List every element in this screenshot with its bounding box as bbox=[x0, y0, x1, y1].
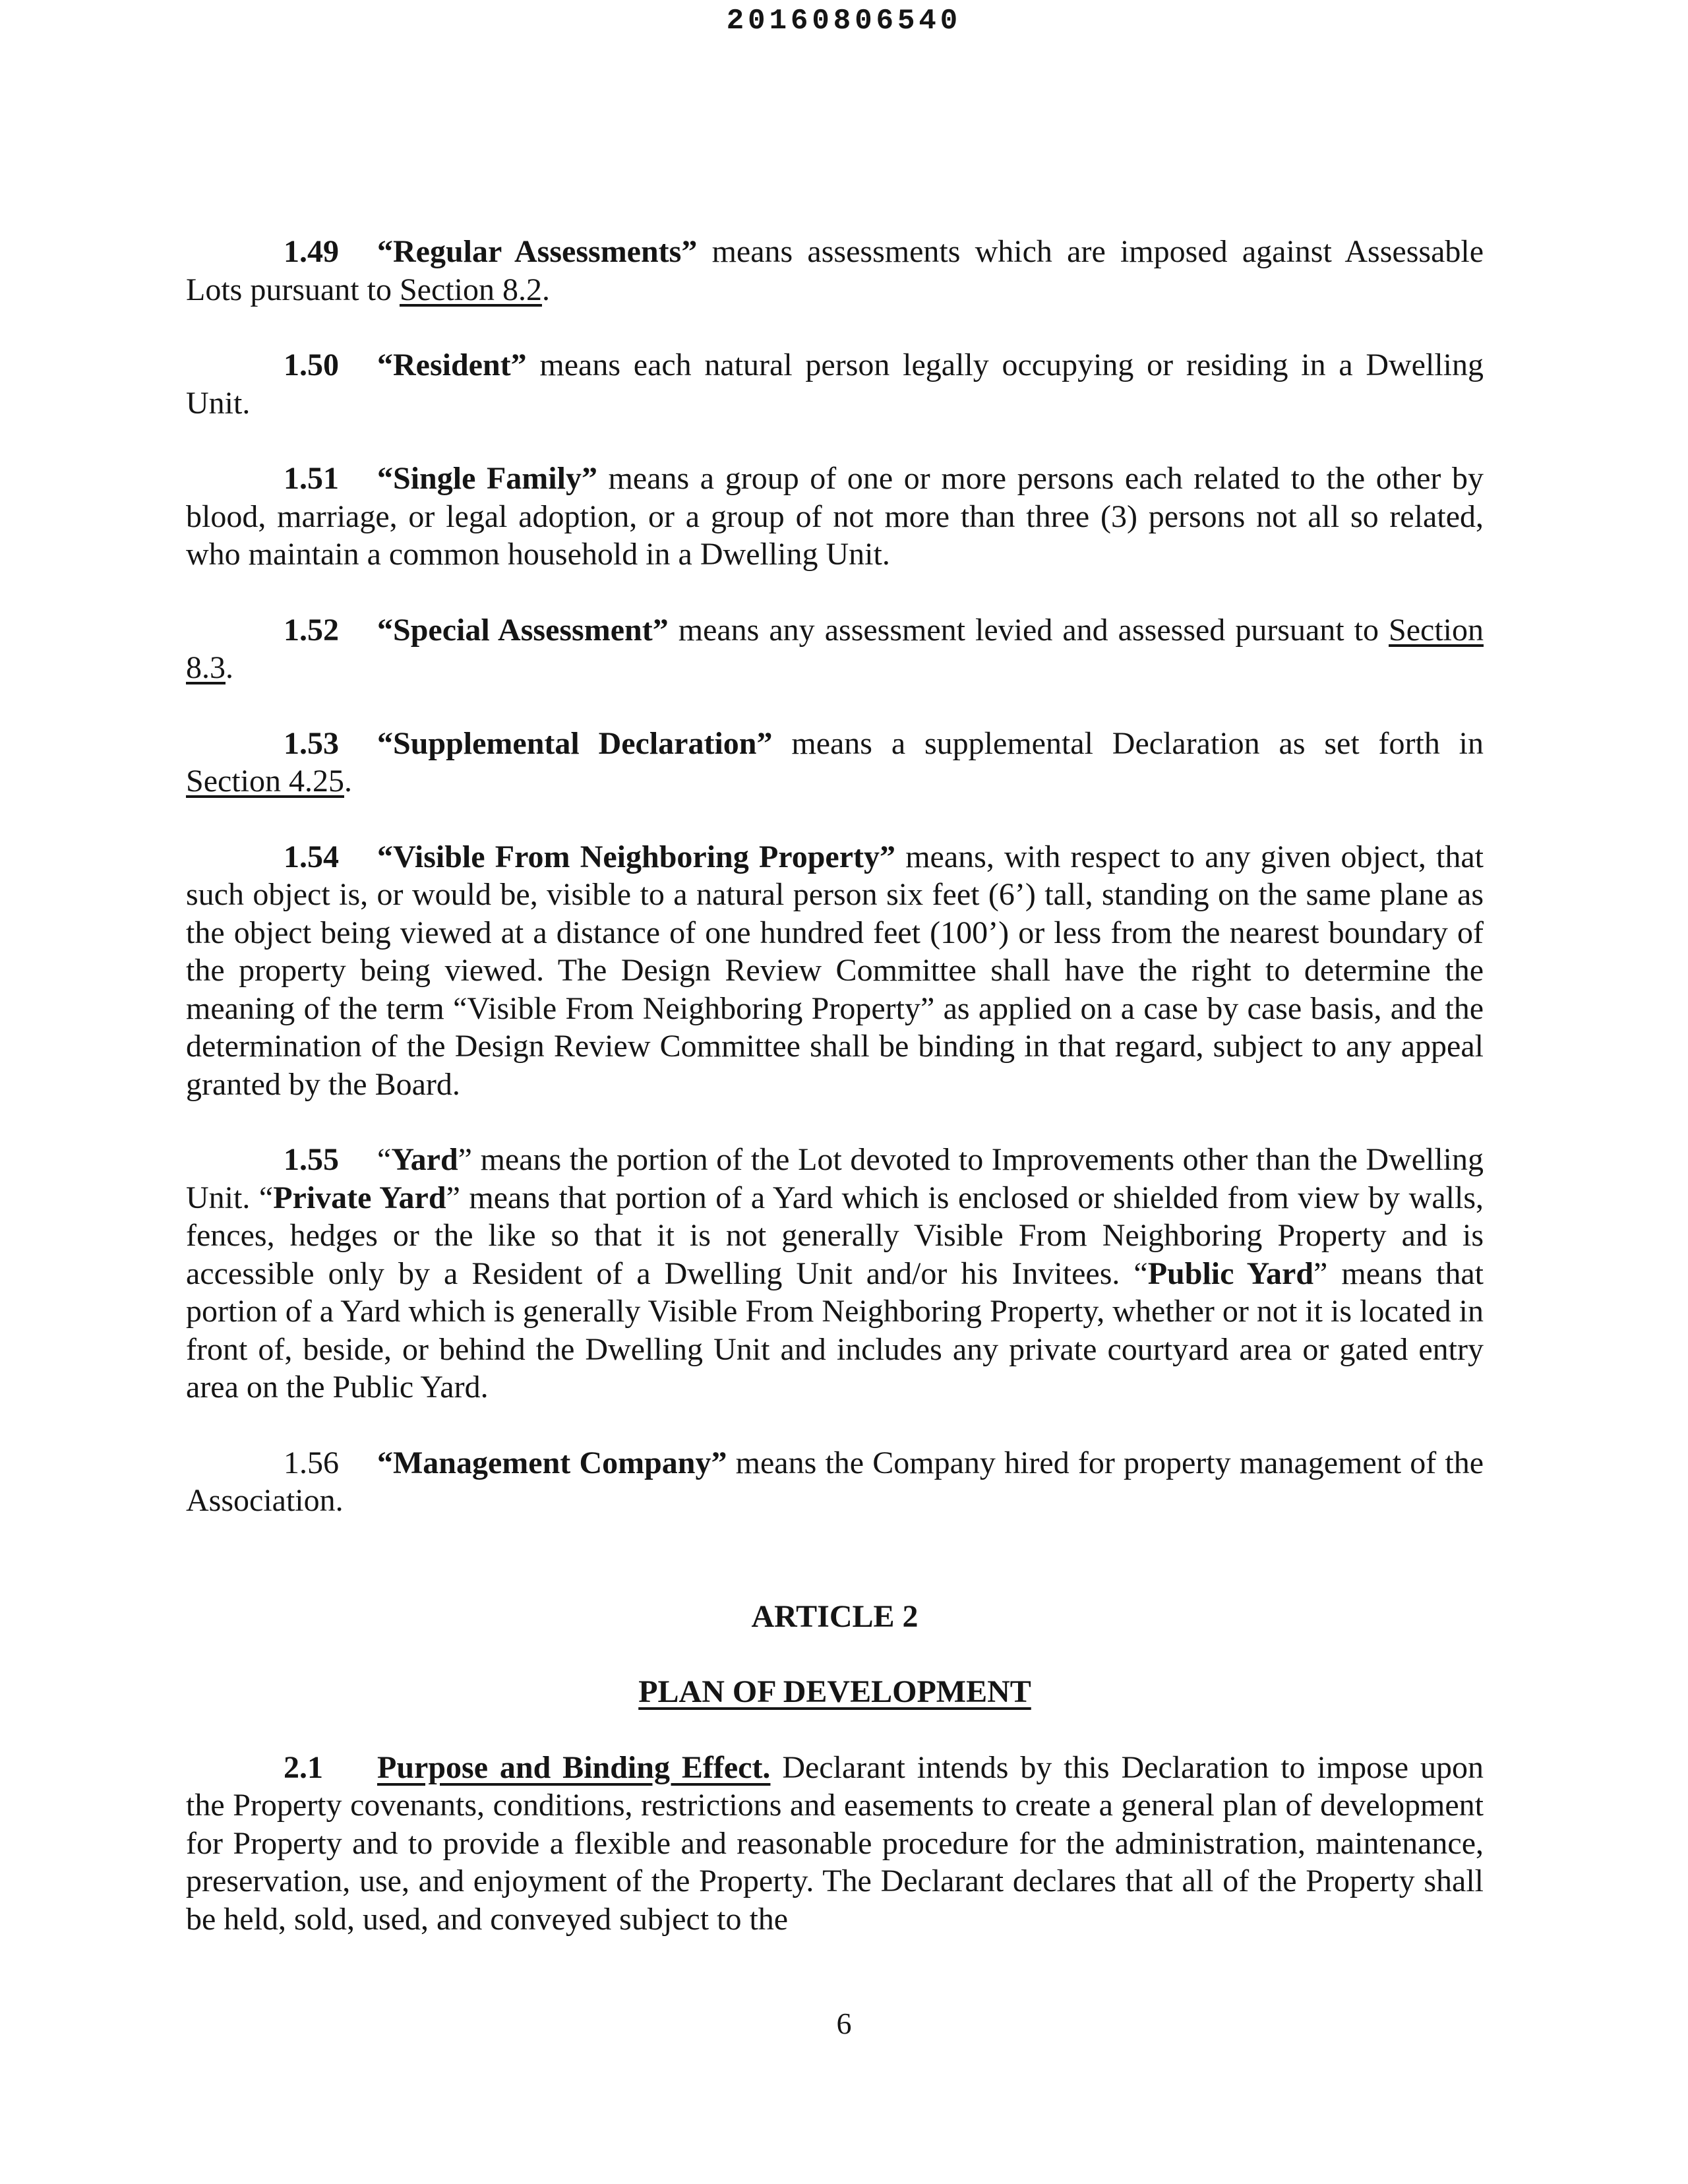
open-quote: “ bbox=[1133, 1256, 1148, 1291]
defined-term-public-yard: Public Yard bbox=[1147, 1256, 1314, 1291]
page-body bbox=[186, 233, 1484, 1938]
section-text: means, with respect to any given object, that such object is, or would be, visible to a natural person six feet (6’) tall, standing on the same plane as the object being viewed at a distance of one hundred feet (100’) or less from the nearest boundary of the property being viewed. The Design Review Committee shall have the right to determine the meaning of the term “Visible From Neighboring Property” as applied on a case by case basis, and the determination of the Design Review Committee shall be binding in that regard, subject to any appeal granted by the Board. bbox=[186, 839, 1484, 1102]
section-text-end: . bbox=[226, 650, 233, 685]
close-quote: ” bbox=[1313, 1256, 1328, 1291]
close-quote: ” bbox=[458, 1142, 472, 1177]
article-title: ARTICLE 2 bbox=[751, 1598, 919, 1634]
article-subtitle: PLAN OF DEVELOPMENT bbox=[638, 1674, 1031, 1709]
section-1-56 bbox=[186, 1444, 1484, 1520]
section-number: 1.53 bbox=[284, 725, 339, 761]
section-1-54 bbox=[186, 838, 1484, 1104]
defined-term: “Management Company” bbox=[377, 1445, 727, 1480]
section-2-1 bbox=[186, 1749, 1484, 1939]
section-number: 1.55 bbox=[284, 1142, 339, 1177]
defined-term: “Single Family” bbox=[377, 461, 597, 496]
section-text: means the portion of the Lot devoted to Improvements other than the Dwelling Unit. bbox=[186, 1142, 1484, 1215]
section-text-end: . bbox=[541, 272, 550, 307]
section-heading: Purpose and Binding Effect. bbox=[377, 1749, 771, 1785]
section-number: 1.52 bbox=[284, 612, 339, 648]
section-number: 1.50 bbox=[284, 348, 339, 382]
open-quote: “ bbox=[377, 1142, 392, 1177]
defined-term-private-yard: Private Yard bbox=[273, 1180, 446, 1215]
section-number: 1.51 bbox=[284, 461, 339, 496]
section-text: means assessments which are imposed against Assessable Lots pursuant to bbox=[186, 234, 1484, 307]
section-1-55 bbox=[186, 1141, 1484, 1407]
section-1-51 bbox=[186, 460, 1484, 574]
defined-term: “Resident” bbox=[377, 348, 527, 382]
defined-term: “Visible From Neighboring Property” bbox=[377, 839, 895, 874]
document-number: 20160806540 bbox=[726, 5, 962, 38]
defined-term: “Special Assessment” bbox=[377, 612, 669, 648]
section-number: 1.56 bbox=[284, 1445, 339, 1480]
page-number: 6 bbox=[836, 2007, 852, 2040]
section-text: means that portion of a Yard which is enclosed or shielded from view by walls, fences, hedges or the like so that it is not generally Visible From Neighboring Property and is accessible only by a Resident of a Dwelling Unit and/or his Invitees. bbox=[186, 1180, 1484, 1291]
section-text: Declarant intends by this Declaration to impose upon the Property covenants, conditions, restrictions and easements to create a general plan of development for Property and to provide a flexible and reasonable procedure for the administration, maintenance, preservation, use, and enjoyment of the Property. The Declarant declares that all of the Property shall be held, sold, used, and conveyed subject to the bbox=[186, 1749, 1484, 1937]
section-text: means each natural person legally occupying or residing in a Dwelling Unit. bbox=[186, 348, 1484, 421]
section-text: means the Company hired for property management of the Association. bbox=[186, 1445, 1484, 1518]
section-text-end: . bbox=[344, 764, 352, 799]
section-text: means a group of one or more persons each related to the other by blood, marriage, or legal adoption, or a group of not more than three (3) persons not all so related, who maintain a common household in a Dwelling Unit. bbox=[186, 461, 1484, 572]
section-reference-link[interactable]: Section 8.2 bbox=[399, 272, 542, 307]
close-quote: ” bbox=[446, 1180, 460, 1215]
section-number: 1.49 bbox=[284, 234, 339, 269]
open-quote: “ bbox=[258, 1180, 274, 1215]
section-reference-link[interactable]: Section 8.3 bbox=[186, 612, 1484, 685]
section-1-50 bbox=[186, 346, 1484, 422]
section-number: 1.54 bbox=[284, 839, 339, 874]
defined-term: “Regular Assessments” bbox=[377, 234, 698, 269]
section-number: 2.1 bbox=[284, 1749, 323, 1785]
section-reference-link[interactable]: Section 4.25 bbox=[186, 764, 344, 799]
section-1-53 bbox=[186, 725, 1484, 801]
section-text: means a supplemental Declaration as set forth in bbox=[772, 725, 1484, 761]
defined-term-yard: Yard bbox=[391, 1142, 458, 1177]
section-1-52 bbox=[186, 611, 1484, 687]
section-1-49 bbox=[186, 233, 1484, 309]
section-text: means that portion of a Yard which is generally Visible From Neighboring Property, whether or not it is located in front of, beside, or behind the Dwelling Unit and includes any private courtyard area or gated entry area on the Public Yard. bbox=[186, 1256, 1484, 1405]
defined-term: “Supplemental Declaration” bbox=[377, 725, 773, 761]
section-text: means any assessment levied and assessed pursuant to bbox=[668, 612, 1389, 648]
